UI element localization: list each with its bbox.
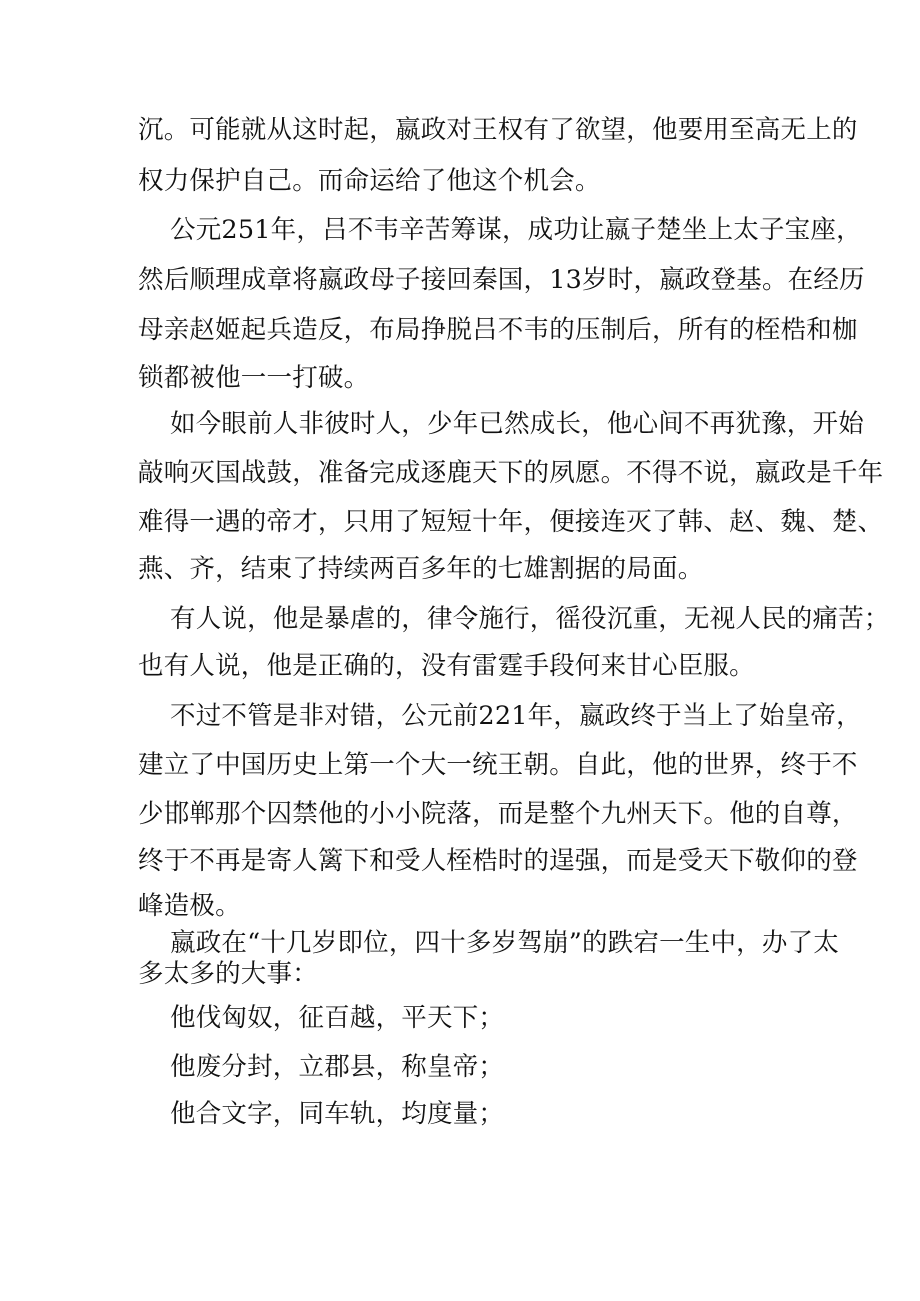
text-line: 燕、齐，结束了持续两百多年的七雄割据的局面。 [138, 554, 704, 584]
list-line: 他伐匈奴，征百越，平天下； [170, 1003, 505, 1033]
paragraph-first-line: 嬴政在“十几岁即位，四十多岁驾崩”的跌宕一生中，办了太 [170, 928, 839, 958]
paragraph-first-line: 不过不管是非对错，公元前221年，嬴政终于当上了始皇帝， [170, 701, 862, 731]
text-line: 多太多的大事： [138, 959, 318, 989]
text-line: 然后顺理成章将嬴政母子接回秦国，13岁时，嬴政登基。在经历 [138, 265, 865, 295]
text-line: 少邯郸那个囚禁他的小小院落，而是整个九州天下。他的自尊， [138, 799, 858, 829]
text-line: 锁都被他一一打破。 [138, 363, 370, 393]
text-line: 建立了中国历史上第一个大一统王朝。自此，他的世界，终于不 [138, 750, 858, 780]
text-line: 终于不再是寄人篱下和受人桎梏时的逞强，而是受天下敬仰的登 [138, 846, 858, 876]
text-line: 权力保护自己。而命运给了他这个机会。 [138, 166, 601, 196]
paragraph-first-line: 有人说，他是暴虐的，律令施行，徭役沉重，无视人民的痛苦； [170, 604, 890, 634]
list-line: 他废分封，立郡县，称皇帝； [170, 1052, 505, 1082]
text-line: 沉。可能就从这时起，嬴政对王权有了欲望，他要用至高无上的 [138, 115, 858, 145]
text-line: 敲响灭国战鼓，准备完成逐鹿天下的夙愿。不得不说，嬴政是千年 [138, 458, 884, 488]
text-line: 也有人说，他是正确的，没有雷霆手段何来甘心臣服。 [138, 651, 755, 681]
text-line: 母亲赵姬起兵造反，布局挣脱吕不韦的压制后，所有的桎梏和枷 [138, 315, 858, 345]
paragraph-first-line: 如今眼前人非彼时人，少年已然成长，他心间不再犹豫，开始 [170, 409, 864, 439]
paragraph-first-line: 公元251年，吕不韦辛苦筹谋，成功让嬴子楚坐上太子宝座， [170, 215, 862, 245]
text-line: 难得一遇的帝才，只用了短短十年，便接连灭了韩、赵、魏、楚、 [138, 507, 884, 537]
text-line: 峰造极。 [138, 891, 241, 921]
list-line: 他合文字，同车轨，均度量； [170, 1099, 505, 1129]
